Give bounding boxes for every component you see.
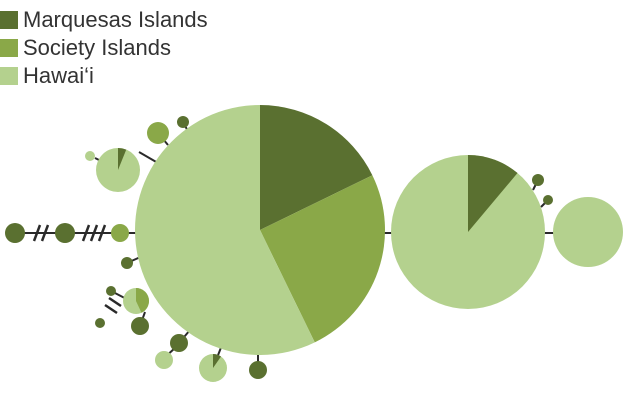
- node-dot-lower-left: [106, 286, 116, 296]
- legend-label-hawaii: Hawai‘i: [23, 63, 94, 88]
- mutation-tick: [105, 305, 117, 313]
- node-upper-dot: [177, 116, 189, 128]
- node-lower: [170, 334, 188, 352]
- node-upper-society: [147, 122, 169, 144]
- chain-node-marquesas-1: [5, 223, 25, 243]
- chain-node-society: [111, 224, 129, 242]
- chain-node-marquesas-2: [55, 223, 75, 243]
- node-right-lower: [543, 195, 553, 205]
- legend-label-marquesas: Marquesas Islands: [23, 7, 208, 32]
- node-bottom: [249, 361, 267, 379]
- node-hatch-end: [95, 318, 105, 328]
- right-node-hawaii: [553, 197, 623, 267]
- node-tiny-hawaii: [85, 151, 95, 161]
- node-lower-left: [131, 317, 149, 335]
- node-bottom-left-hawaii: [155, 351, 173, 369]
- node-dot-left: [121, 257, 133, 269]
- node-right-upper: [532, 174, 544, 186]
- legend-label-society: Society Islands: [23, 35, 171, 60]
- mutation-tick: [109, 298, 121, 306]
